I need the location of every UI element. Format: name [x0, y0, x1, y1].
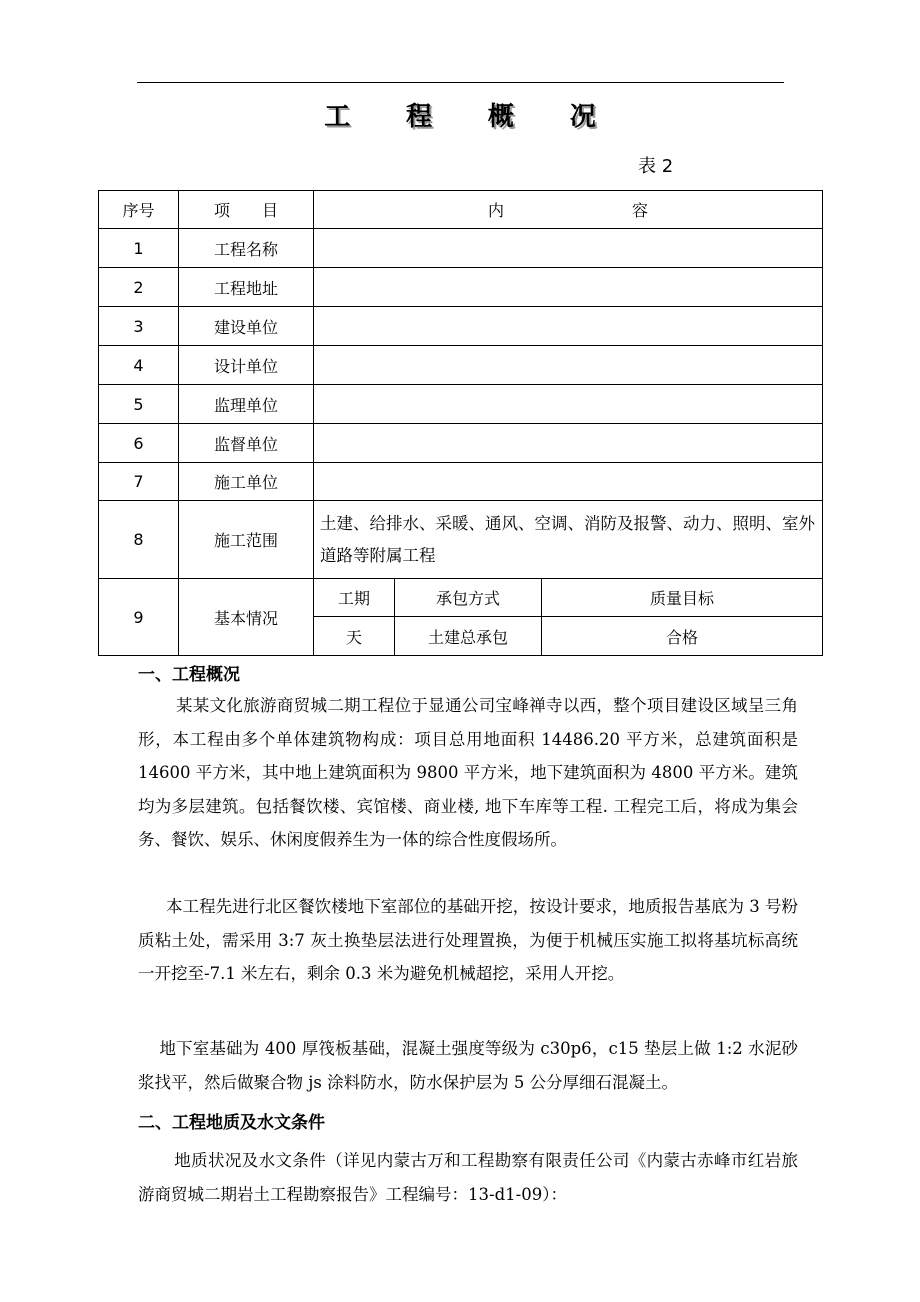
row-no: 4	[99, 346, 179, 385]
row-no: 2	[99, 268, 179, 307]
section-heading-overview: 一、工程概况	[138, 665, 240, 685]
table-row	[99, 268, 823, 307]
table-row	[99, 463, 823, 501]
row-content	[314, 424, 823, 463]
duration-header: 工期	[314, 579, 395, 617]
table-row	[99, 385, 823, 424]
row-content	[314, 307, 823, 346]
row-item: 施工范围	[179, 501, 314, 579]
header-content: 内 容	[314, 191, 823, 229]
row-content	[314, 385, 823, 424]
duration-value: 天	[314, 617, 395, 656]
row-item: 建设单位	[179, 307, 314, 346]
row-no: 1	[99, 229, 179, 268]
row-no: 7	[99, 463, 179, 501]
header-rule	[137, 82, 784, 83]
row-item: 监督单位	[179, 424, 314, 463]
row-no: 5	[99, 385, 179, 424]
paragraph: 本工程先进行北区餐饮楼地下室部位的基础开挖，按设计要求，地质报告基底为 3 号粉质粘土处，需采用 3:7 灰土换垫层法进行处理置换，为便于机械压实施工拟将基坑标高统一开挖至-7.1 米左右，剩余 0.3 米为避免机械超挖，采用人开挖。	[138, 897, 798, 983]
quality-target-header: 质量目标	[542, 579, 823, 617]
row-no: 9	[99, 579, 179, 656]
table-row	[99, 424, 823, 463]
row-item: 施工单位	[179, 463, 314, 501]
paragraph: 地质状况及水文条件（详见内蒙古万和工程勘察有限责任公司《内蒙古赤峰市红岩旅游商贸城二期岩土工程勘察报告》工程编号：13-d1-09）：	[138, 1151, 798, 1204]
project-overview-table	[98, 190, 823, 656]
row-item: 设计单位	[179, 346, 314, 385]
quality-target-value: 合格	[542, 617, 823, 656]
table-row-scope	[99, 501, 823, 579]
table-number-label: 表 2	[638, 156, 674, 177]
paragraph: 地下室基础为 400 厚筏板基础，混凝土强度等级为 c30p6，c15 垫层上做 1:2 水泥砂浆找平，然后做聚合物 js 涂料防水，防水保护层为 5 公分厚细石混凝土。	[138, 1039, 798, 1092]
section-heading-geology: 二、工程地质及水文条件	[138, 1113, 325, 1133]
construction-scope-text: 土建、给排水、采暖、通风、空调、消防及报警、动力、照明、室外道路等附属工程	[314, 501, 823, 579]
row-no: 8	[99, 501, 179, 579]
table-row	[99, 307, 823, 346]
table-header-row	[99, 191, 823, 229]
row-no: 6	[99, 424, 179, 463]
row-item: 监理单位	[179, 385, 314, 424]
contract-type-header: 承包方式	[395, 579, 542, 617]
table-row	[99, 229, 823, 268]
table-row-basic-header	[99, 579, 823, 617]
header-item: 项 目	[179, 191, 314, 229]
row-item: 工程名称	[179, 229, 314, 268]
row-content	[314, 463, 823, 501]
row-item: 基本情况	[179, 579, 314, 656]
row-content	[314, 346, 823, 385]
row-content	[314, 268, 823, 307]
row-no: 3	[99, 307, 179, 346]
row-item: 工程地址	[179, 268, 314, 307]
table-row	[99, 346, 823, 385]
header-no: 序号	[99, 191, 179, 229]
paragraph: 某某文化旅游商贸城二期工程位于显通公司宝峰禅寺以西，整个项目建设区域呈三角形，本工程由多个单体建筑物构成：项目总用地面积 14486.20 平方米，总建筑面积是 14600 平方米，其中地上建筑面积为 9800 平方米，地下建筑面积为 4800 平方米。建筑均为多层建筑。包括餐饮楼、宾馆楼、商业楼, 地下车库等工程. 工程完工后，将成为集会务、餐饮、娱乐、休闲度假养生为一体的综合性度假场所。	[138, 696, 798, 849]
row-content	[314, 229, 823, 268]
contract-type-value: 土建总承包	[395, 617, 542, 656]
document-title: 工 程 概 况	[324, 102, 620, 132]
